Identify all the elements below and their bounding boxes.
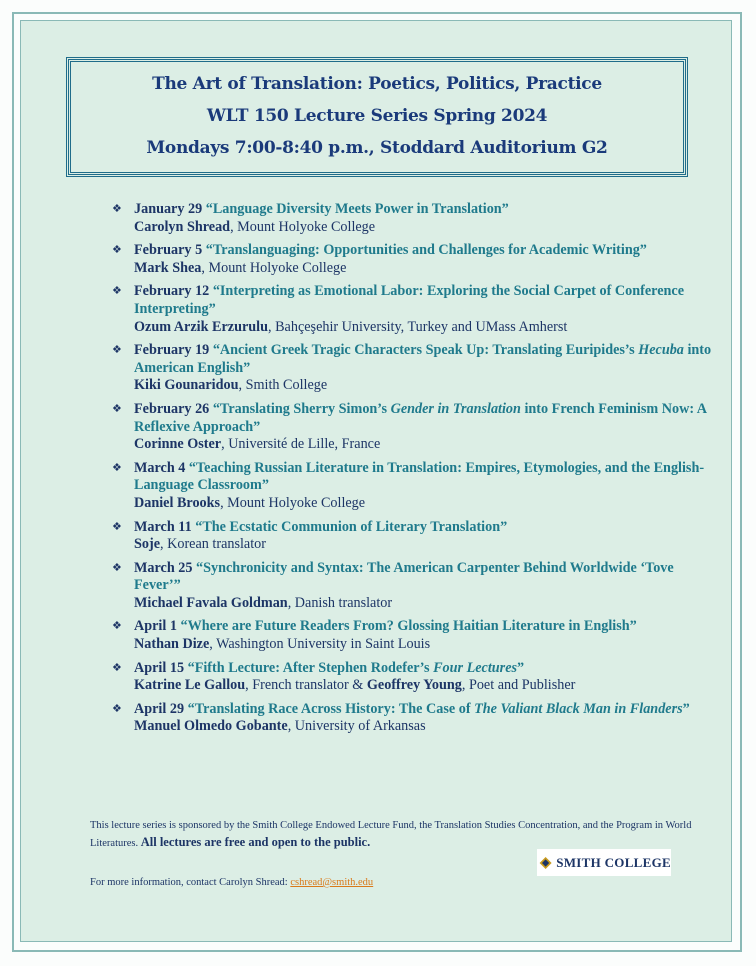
logo-text: SMITH COLLEGE bbox=[556, 854, 671, 870]
speaker-affiliation: , Mount Holyoke College bbox=[220, 494, 366, 511]
lecture-title-text: “Translating Sherry Simon’s bbox=[212, 400, 391, 417]
schedule-line: Mondays 7:00-8:40 p.m., Stoddard Auditorium G2 bbox=[146, 138, 608, 158]
lecture-title bbox=[134, 560, 674, 594]
lecture-title-text: “Ancient Greek Tragic Characters Speak Up: Translating Euripides’s bbox=[212, 342, 639, 359]
lecture-date: February 12 bbox=[134, 283, 210, 300]
lecture-item bbox=[112, 660, 722, 695]
lecture-item bbox=[112, 242, 722, 277]
lecture-heading bbox=[134, 201, 722, 219]
diamond-bullet-icon: ❖ bbox=[112, 344, 122, 357]
lecture-speaker-line bbox=[134, 595, 722, 613]
contact-prefix: For more information, contact Carolyn Shread: bbox=[90, 877, 288, 888]
title-box bbox=[66, 57, 688, 177]
speaker-affiliation: , Washington University in Saint Louis bbox=[209, 636, 431, 653]
lecture-title-text: “Fifth Lecture: After Stephen Rodefer’s bbox=[187, 659, 434, 676]
speaker-affiliation: , Smith College bbox=[238, 377, 328, 394]
lecture-title-italic: The Valiant Black Man in Flanders bbox=[474, 700, 683, 717]
lecture-title-text: “Teaching Russian Literature in Translation: Empires, Etymologies, and the English-Language Classroom” bbox=[134, 459, 705, 494]
speaker-affiliation: , Mount Holyoke College bbox=[230, 218, 376, 235]
lecture-date: April 15 bbox=[134, 659, 185, 676]
lecture-title-italic: Gender in Translation bbox=[390, 400, 521, 417]
lecture-title-text: ” bbox=[517, 659, 525, 676]
lecture-item bbox=[112, 342, 722, 395]
lecture-speaker-line bbox=[134, 260, 722, 278]
sponsor-text: This lecture series is sponsored by the Smith College Endowed Lecture Fund, the Translation Studies Concentration, and the Program in World Literatures. bbox=[90, 820, 692, 849]
lecture-speaker-line bbox=[134, 536, 722, 554]
lecture-heading bbox=[134, 460, 722, 495]
lecture-heading bbox=[134, 560, 722, 595]
speaker-name: Geoffrey Young bbox=[366, 677, 462, 694]
speaker-name: Carolyn Shread bbox=[134, 218, 231, 235]
lecture-speaker-line bbox=[134, 319, 722, 337]
speaker-name: Ozum Arzik Erzurulu bbox=[134, 318, 268, 335]
lecture-date: March 11 bbox=[134, 518, 192, 535]
lecture-item bbox=[112, 519, 722, 554]
lecture-title-text: “Language Diversity Meets Power in Translation” bbox=[205, 201, 509, 217]
lecture-title-text: ” bbox=[682, 700, 690, 717]
lecture-title-text: “Interpreting as Emotional Labor: Exploring the Social Carpet of Conference Interpreting” bbox=[134, 283, 684, 317]
lecture-title bbox=[195, 519, 507, 535]
contact-email-link[interactable]: cshread@smith.edu bbox=[290, 877, 374, 888]
speaker-affiliation: , Mount Holyoke College bbox=[201, 259, 347, 276]
lecture-item bbox=[112, 401, 722, 454]
diamond-bullet-icon: ❖ bbox=[112, 520, 122, 533]
lecture-title bbox=[188, 660, 525, 676]
speaker-name: Katrine Le Gallou bbox=[134, 677, 246, 694]
lecture-title bbox=[206, 201, 509, 217]
lecture-item bbox=[112, 283, 722, 336]
diamond-bullet-icon: ❖ bbox=[112, 203, 122, 215]
lecture-item bbox=[112, 201, 722, 236]
diamond-bullet-icon: ❖ bbox=[112, 702, 122, 715]
lecture-date: April 1 bbox=[134, 618, 177, 635]
lecture-title-italic: Four Lectures bbox=[433, 659, 518, 676]
lecture-item bbox=[112, 560, 722, 613]
lecture-heading bbox=[134, 242, 722, 260]
speaker-affiliation: , French translator & bbox=[245, 677, 367, 694]
lecture-speaker-line bbox=[134, 377, 722, 395]
speaker-affiliation: , Université de Lille, France bbox=[221, 436, 381, 453]
speaker-name: Corinne Oster bbox=[134, 436, 222, 453]
lecture-title-text: into French Feminism Now: A Reflexive Approach” bbox=[134, 400, 707, 435]
diamond-bullet-icon: ❖ bbox=[112, 244, 122, 257]
diamond-bullet-icon: ❖ bbox=[112, 661, 122, 674]
speaker-name: Daniel Brooks bbox=[134, 494, 221, 511]
contact-line bbox=[90, 875, 730, 891]
speaker-affiliation: , Bahçeşehir University, Turkey and UMass Amherst bbox=[268, 318, 568, 335]
speaker-name: Soje bbox=[134, 536, 161, 553]
speaker-name: Nathan Dize bbox=[134, 636, 210, 653]
lecture-title-text: “Where are Future Readers From? Glossing Haitian Literature in English” bbox=[180, 618, 637, 635]
course-line: WLT 150 Lecture Series Spring 2024 bbox=[206, 106, 548, 126]
lecture-title bbox=[134, 460, 704, 494]
free-admission-note: All lectures are free and open to the public. bbox=[140, 835, 371, 849]
diamond-bullet-icon: ❖ bbox=[112, 402, 122, 415]
lecture-date: March 4 bbox=[134, 459, 186, 476]
sponsor-note bbox=[90, 818, 730, 852]
lecture-date: February 26 bbox=[134, 400, 210, 417]
lecture-title bbox=[188, 701, 690, 717]
lecture-title-text: “The Ecstatic Communion of Literary Translation” bbox=[195, 518, 508, 535]
diamond-bullet-icon: ❖ bbox=[112, 285, 122, 298]
lecture-heading bbox=[134, 283, 722, 318]
lecture-item bbox=[112, 618, 722, 653]
speaker-name: Manuel Olmedo Gobante bbox=[134, 718, 288, 735]
lecture-heading bbox=[134, 342, 722, 377]
lecture-speaker-line bbox=[134, 636, 722, 654]
lecture-heading bbox=[134, 618, 722, 636]
lecture-heading bbox=[134, 519, 722, 537]
lecture-title bbox=[134, 401, 706, 435]
lecture-date: April 29 bbox=[134, 700, 185, 717]
lecture-date: March 25 bbox=[134, 559, 193, 576]
lecture-date: February 19 bbox=[134, 342, 210, 359]
lecture-speaker-line bbox=[134, 436, 722, 454]
diamond-bullet-icon: ❖ bbox=[112, 561, 122, 574]
lecture-speaker-line bbox=[134, 718, 722, 736]
lecture-title-text: “Translating Race Across History: The Case of bbox=[187, 700, 475, 717]
speaker-affiliation: , Poet and Publisher bbox=[461, 677, 576, 694]
lecture-title bbox=[134, 283, 684, 317]
speaker-name: Michael Favala Goldman bbox=[134, 594, 288, 611]
speaker-affiliation: , University of Arkansas bbox=[287, 718, 426, 735]
lecture-date: February 5 bbox=[134, 242, 203, 259]
diamond-bullet-icon: ❖ bbox=[112, 461, 122, 474]
lecture-speaker-line bbox=[134, 219, 722, 237]
speaker-affiliation: , Danish translator bbox=[287, 594, 393, 611]
smith-college-seal-icon bbox=[539, 852, 552, 874]
lecture-heading bbox=[134, 701, 722, 719]
lecture-heading bbox=[134, 660, 722, 678]
lecture-title-text: “Synchronicity and Syntax: The American Carpenter Behind Worldwide ‘Tove Fever’” bbox=[134, 559, 674, 594]
lecture-title bbox=[134, 342, 711, 376]
speaker-name: Kiki Gounaridou bbox=[134, 377, 239, 394]
lecture-title-text: into American English” bbox=[134, 342, 712, 376]
lecture-title bbox=[206, 242, 647, 258]
lecture-title-text: “Translanguaging: Opportunities and Challenges for Academic Writing” bbox=[205, 242, 647, 259]
lecture-list bbox=[112, 201, 722, 742]
lecture-item bbox=[112, 460, 722, 513]
lecture-speaker-line bbox=[134, 495, 722, 513]
speaker-affiliation: , Korean translator bbox=[160, 536, 266, 553]
lecture-heading bbox=[134, 401, 722, 436]
smith-college-logo bbox=[537, 849, 671, 876]
lecture-title-italic: Hecuba bbox=[638, 342, 684, 359]
series-title: The Art of Translation: Poetics, Politics, Practice bbox=[152, 74, 602, 94]
lecture-date: January 29 bbox=[134, 201, 203, 217]
lecture-title bbox=[181, 618, 637, 634]
diamond-bullet-icon: ❖ bbox=[112, 620, 122, 633]
lecture-item bbox=[112, 701, 722, 736]
lecture-speaker-line bbox=[134, 677, 722, 695]
speaker-name: Mark Shea bbox=[134, 259, 202, 276]
